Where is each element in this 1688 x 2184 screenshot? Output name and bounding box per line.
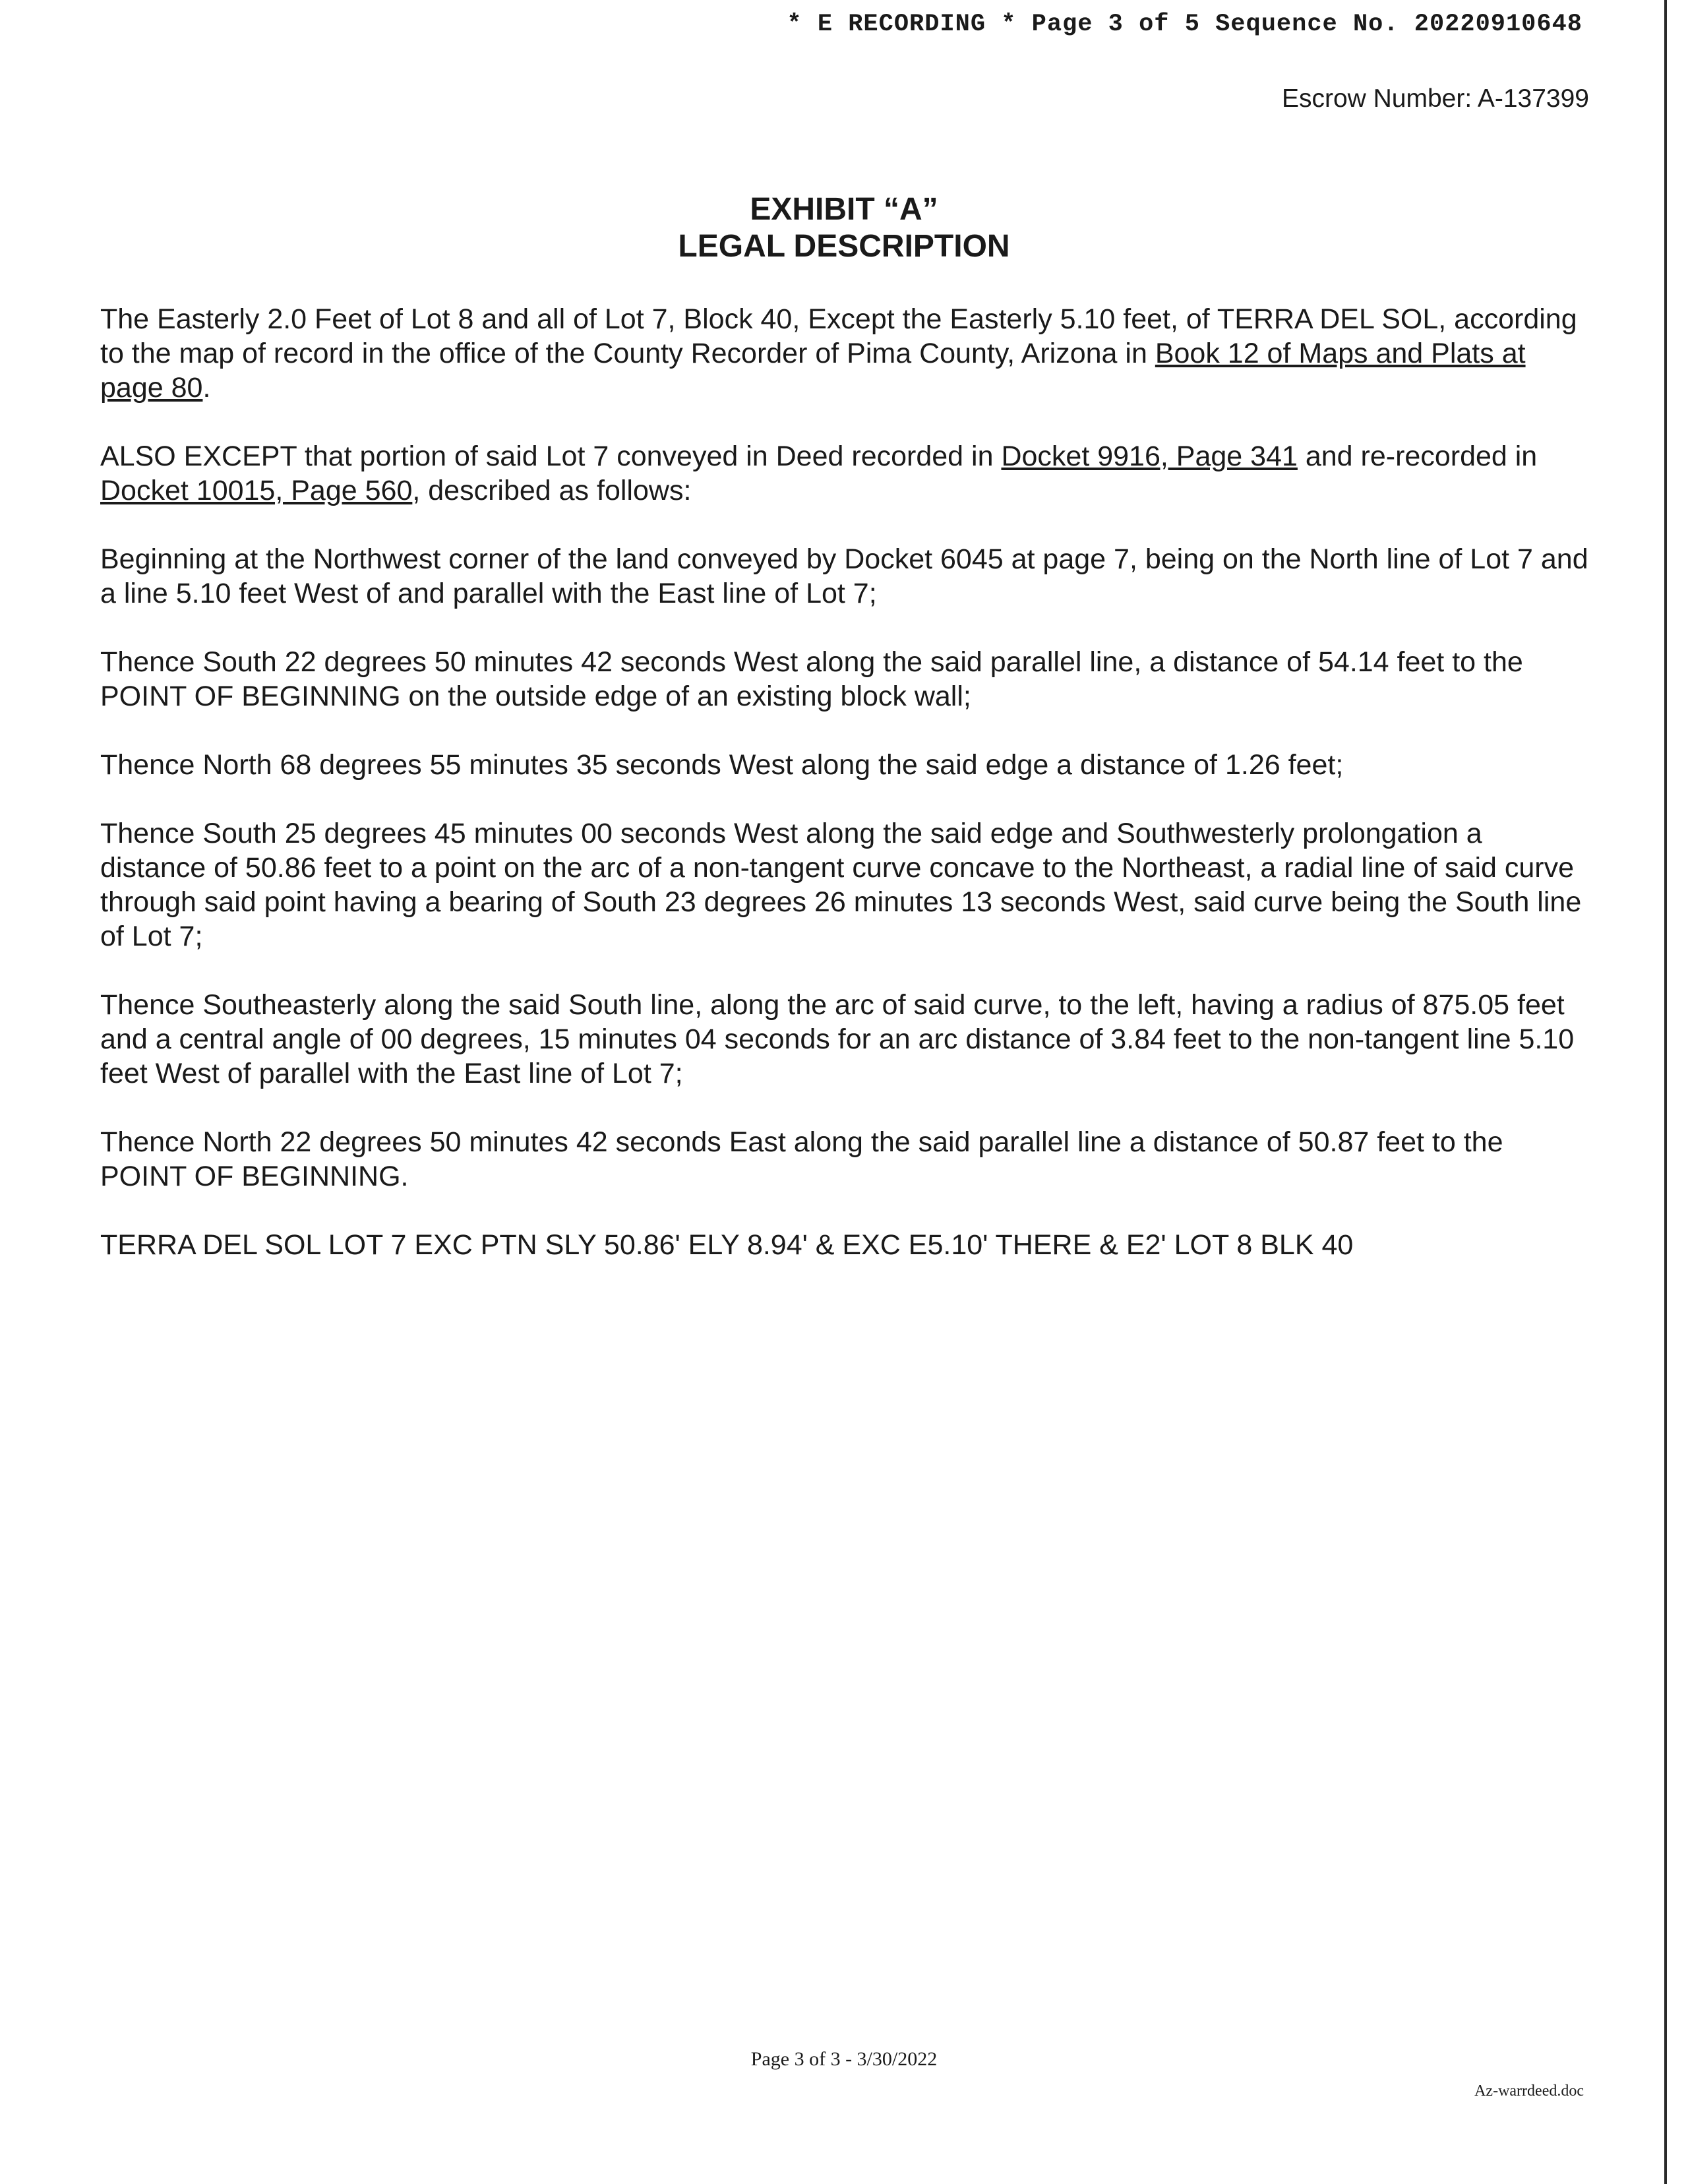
docket-reference-1: Docket 9916, Page 341 bbox=[1001, 440, 1298, 472]
escrow-value: A-137399 bbox=[1477, 84, 1589, 113]
legal-description-heading: LEGAL DESCRIPTION bbox=[678, 229, 1010, 264]
escrow-label: Escrow Number: bbox=[1281, 84, 1472, 113]
paragraph-text: ALSO EXCEPT that portion of said Lot 7 conveyed in Deed recorded in bbox=[100, 440, 1002, 472]
paragraph-thence-south-2: Thence South 25 degrees 45 minutes 00 seconds West along the said edge and Southwesterly prolongation a distance of 50.86 feet to a point on the arc of a non-tangent curve concave to the Northeast, a radial line of said curve through said point having a bearing of South 23 degrees 26 minutes 13 seconds West, said curve being the South line of Lot 7; bbox=[100, 818, 1582, 952]
footer-doc-name: Az-warrdeed.doc bbox=[1474, 2082, 1584, 2100]
docket-reference-2: Docket 10015, Page 560 bbox=[100, 475, 413, 506]
page-edge-line bbox=[1664, 0, 1667, 2184]
paragraph-also-except bbox=[100, 439, 1589, 508]
escrow-number bbox=[1282, 84, 1589, 113]
paragraph-thence-south-1: Thence South 22 degrees 50 minutes 42 seconds West along the said parallel line, a distance of 54.14 feet to the POINT OF BEGINNING on the outside edge of an existing block wall; bbox=[100, 646, 1523, 712]
paragraph-thence-north-2: Thence North 22 degrees 50 minutes 42 seconds East along the said parallel line a distance of 50.87 feet to the POINT OF BEGINNING. bbox=[100, 1126, 1503, 1192]
paragraph-summary: TERRA DEL SOL LOT 7 EXC PTN SLY 50.86' ELY 8.94' & EXC E5.10' THERE & E2' LOT 8 BLK 40 bbox=[100, 1229, 1354, 1261]
paragraph-text: , described as follows: bbox=[412, 475, 692, 506]
paragraph-beginning: Beginning at the Northwest corner of the land conveyed by Docket 6045 at page 7, being on the North line of Lot 7 and a line 5.10 feet West of and parallel with the East line of Lot 7; bbox=[100, 543, 1588, 609]
exhibit-title bbox=[0, 191, 1688, 265]
paragraph-thence-southeasterly: Thence Southeasterly along the said South line, along the arc of said curve, to the left, having a radius of 875.05 feet and a central angle of 00 degrees, 15 minutes 04 seconds for an arc distance of 3.84 feet to the non-tangent line 5.10 feet West of parallel with the East line of Lot 7; bbox=[100, 989, 1575, 1089]
book-reference-link: Book 12 of Maps and Plats at page 80 bbox=[100, 338, 1526, 404]
paragraph-text: . bbox=[202, 372, 211, 404]
paragraph-text: and re-recorded in bbox=[1297, 440, 1538, 472]
paragraph-lot-description bbox=[100, 302, 1589, 405]
recording-header: * E RECORDING * Page 3 of 5 Sequence No. 20220910648 bbox=[787, 11, 1582, 38]
paragraph-text: The Easterly 2.0 Feet of Lot 8 and all of Lot 7, Block 40, Except the Easterly 5.10 feet, of TERRA DEL SOL, according to the map of record in the office of the County Recorder of Pima County, Arizona in bbox=[100, 303, 1577, 369]
paragraph-thence-north-1: Thence North 68 degrees 55 minutes 35 seconds West along the said edge a distance of 1.26 feet; bbox=[100, 749, 1344, 781]
exhibit-heading: EXHIBIT “A” bbox=[750, 192, 938, 227]
legal-description-body bbox=[100, 302, 1589, 1296]
footer-page-info: Page 3 of 3 - 3/30/2022 bbox=[750, 2048, 938, 2070]
